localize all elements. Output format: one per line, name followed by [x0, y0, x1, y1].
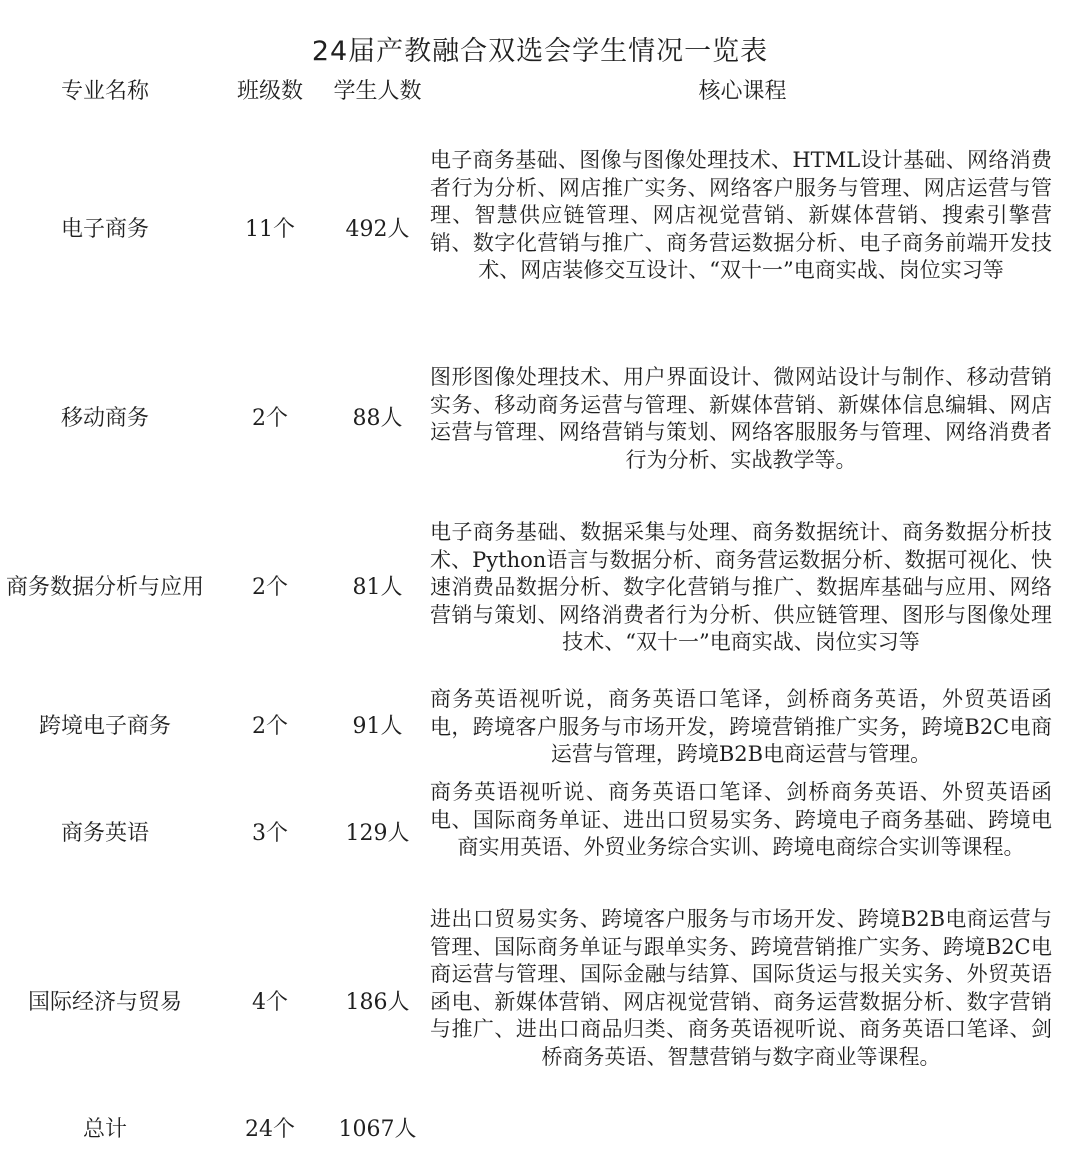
- row-students: 91人: [352, 714, 403, 739]
- row-major: 商务数据分析与应用: [5, 575, 204, 600]
- row-major: 移动商务: [60, 406, 149, 431]
- row-courses: 电子商务基础、图像与图像处理技术、HTML设计基础、网络消费者行为分析、网店推广实务、网络客户服务与管理、网店运营与管理、智慧供应链管理、网店视觉营销、新媒体营销、搜索引擎营销、数字化营销与推广、商务营运数据分析、电子商务前端开发技术、网店装修交互设计、“双十一”电商实战、岗位实习等: [430, 148, 1052, 283]
- header-students: 学生人数: [333, 79, 422, 104]
- row-classes: 11个: [245, 217, 295, 242]
- row-students: 129人: [345, 821, 410, 846]
- row-classes: 2个: [252, 714, 288, 739]
- total-label: 总计: [82, 1117, 127, 1142]
- header-classes: 班级数: [236, 79, 303, 104]
- row-courses: 进出口贸易实务、跨境客户服务与市场开发、跨境B2B电商运营与管理、国际商务单证与跟单实务、跨境营销推广实务、跨境B2C电商运营与管理、国际金融与结算、国际货运与报关实务、外贸英语函电、新媒体营销、网店视觉营销、商务运营数据分析、数字营销与推广、进出口商品归类、商务英语视听说、商务英语口笔译、剑桥商务英语、智慧营销与数字商业等课程。: [430, 907, 1052, 1069]
- row-students: 492人: [345, 217, 410, 242]
- table-title: 24届产教融合双选会学生情况一览表: [311, 36, 769, 67]
- row-classes: 2个: [252, 575, 288, 600]
- row-courses: 商务英语视听说，商务英语口笔译，剑桥商务英语，外贸英语函电，跨境客户服务与市场开发，跨境营销推广实务，跨境B2C电商运营与管理，跨境B2B电商运营与管理。: [430, 687, 1052, 767]
- header-major: 专业名称: [60, 79, 149, 104]
- row-classes: 2个: [252, 406, 288, 431]
- row-courses: 商务英语视听说、商务英语口笔译、剑桥商务英语、外贸英语函电、国际商务单证、进出口贸易实务、跨境电子商务基础、跨境电商实用英语、外贸业务综合实训、跨境电商综合实训等课程。: [430, 780, 1052, 860]
- row-major: 电子商务: [60, 217, 149, 242]
- row-major: 跨境电子商务: [38, 714, 171, 739]
- total-students: 1067人: [338, 1117, 417, 1142]
- row-students: 81人: [352, 575, 403, 600]
- row-students: 88人: [352, 406, 403, 431]
- row-classes: 3个: [252, 821, 288, 846]
- row-courses: 电子商务基础、数据采集与处理、商务数据统计、商务数据分析技术、Python语言与数据分析、商务营运数据分析、数据可视化、快速消费品数据分析、数字化营销与推广、数据库基础与应用、网络营销与策划、网络消费者行为分析、供应链管理、图形与图像处理技术、“双十一”电商实战、岗位实习等: [430, 520, 1052, 655]
- row-students: 186人: [345, 990, 410, 1015]
- row-classes: 4个: [252, 990, 288, 1015]
- header-courses: 核心课程: [698, 79, 787, 104]
- row-major: 商务英语: [60, 821, 149, 846]
- row-courses: 图形图像处理技术、用户界面设计、微网站设计与制作、移动营销实务、移动商务运营与管理、新媒体营销、新媒体信息编辑、网店运营与管理、网络营销与策划、网络客服服务与管理、网络消费者行为分析、实战教学等。: [430, 365, 1052, 472]
- total-classes: 24个: [245, 1117, 295, 1142]
- row-major: 国际经济与贸易: [27, 990, 182, 1015]
